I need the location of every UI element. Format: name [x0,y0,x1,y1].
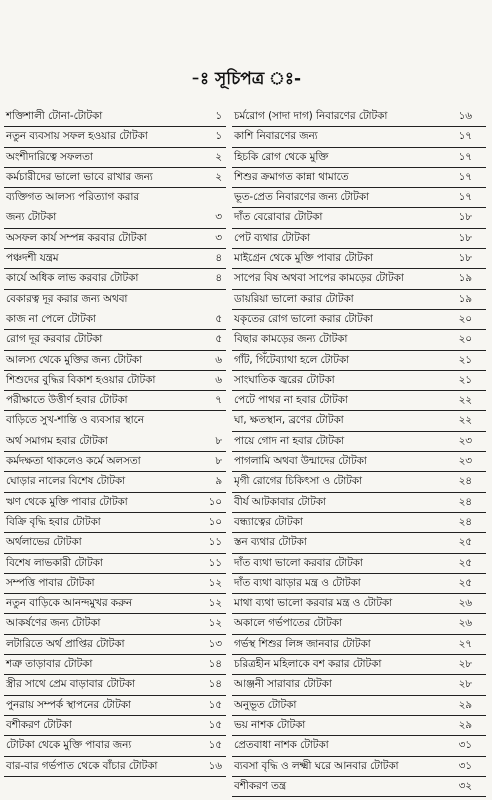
toc-entry-title: কাশি নিবারণের জন্য [234,130,318,143]
toc-entry-page: ১৮ [458,211,472,224]
toc-entry-title: বেকারত্ব দূর করার জন্য অথবা [6,292,128,305]
toc-entry [4,290,226,310]
toc-entry-page: ১৫ [208,718,222,731]
toc-entry-title: অংশীদারিত্বে সফলতা [6,150,93,163]
toc-entry [4,391,226,411]
toc-entry-page: ১৮ [458,231,472,244]
toc-entry [232,696,486,716]
toc-entry-title: শত্রু তাড়াবার টোটকা [6,658,93,671]
toc-entry-page: ১ [215,110,222,122]
toc-entry-title: বন্ধ্যাত্বের টোটকা [234,515,303,528]
toc-entry-page: ২৩ [458,455,472,468]
toc-entry-page: ১৬ [458,110,472,122]
toc-entry [232,188,486,208]
toc-entry [232,168,486,188]
toc-entry [232,472,486,492]
toc-entry-page: ২৭ [458,637,472,650]
toc-entry-page: ৩১ [458,739,472,752]
toc-entry-page: ৬ [215,353,222,366]
toc-entry [232,757,486,777]
toc-entry-title: পরীক্ষাতে উত্তীর্ণ হবার টোটকা [6,394,128,407]
toc-entry-page: ২৬ [458,617,472,630]
toc-entry-title: পেটে পাথর না হবার টোটকা [234,394,348,407]
toc-entry-page: ৩২ [458,779,472,792]
toc-entry-page: ১৫ [208,698,222,711]
toc-entry-title: সাপের বিষ অথবা সাপের কামড়ের টোটকা [234,272,404,285]
toc-entry-title: স্তন ব্যথার টোটকা [234,536,307,549]
toc-entry [232,655,486,675]
toc-entry [232,635,486,655]
toc-entry-page: ১১ [208,536,222,549]
toc-entry-title: অসফল কার্য সম্পন্ন করবার টোটকা [6,231,147,244]
toc-entry-title: দাঁত বেরোবার টোটকা [234,211,323,224]
toc-entry [232,432,486,452]
toc-entry-page: ৪ [215,252,222,265]
toc-entry-title: সম্পত্তি পাবার টোটকা [6,576,95,589]
toc-entry-title: ঘা, ক্ষতস্থান, ব্রণের টোটকা [234,414,344,427]
toc-entry-page: ২৫ [458,556,472,569]
toc-entry-page: ৩ [215,211,222,224]
toc-entry-page: ১১ [208,556,222,569]
toc-entry-page: ২ [215,170,222,183]
toc-entry-title: আলস্য থেকে মুক্তির জন্য টোটকা [6,353,142,366]
toc-entry-page: ২২ [458,414,472,427]
toc-entry [4,614,226,634]
toc-entry-title: বার-বার গর্ভপাত থেকে বাঁচার টোটকা [6,759,158,772]
toc-entry [4,574,226,594]
toc-entry-page: ২৯ [458,698,472,711]
toc-entry-title: মাথা ব্যথা ভালো করবার মন্ত্র ও টোটকা [234,597,393,610]
toc-entry [232,777,486,797]
toc-entry-page: ১৬ [208,759,222,772]
toc-entry [4,208,226,228]
toc-entry-title: পঞ্চদশী যন্ত্রম [6,252,59,265]
toc-entry-title: শিশুর ক্রমাগত কান্না থামাতে [234,170,349,183]
toc-entry-title: অকালে গর্ভপাতের টোটকা [234,617,342,630]
toc-entry-page: ১৭ [458,191,472,204]
toc-entry-title: বিক্রি বৃদ্ধি হবার টোটকা [6,515,101,528]
toc-entry [232,371,486,391]
toc-entry [232,148,486,168]
toc-entry-title: বিশেষ লাভকারী টোটকা [6,556,103,569]
toc-entry-page: ১০ [208,495,222,508]
toc-entry-page: ৩১ [458,759,472,772]
toc-entry-title: শিশুদের বুদ্ধির বিকাশ হওয়ার টোটকা [6,373,156,386]
toc-entry-page: ২০ [458,312,472,325]
toc-entry-title: পুনরায় সম্পর্ক স্থাপনের টোটকা [6,698,131,711]
toc-entry-page: ৪ [215,272,222,285]
toc-entry [232,310,486,330]
toc-entry-page: ১৮ [458,252,472,265]
toc-entry-page: ২২ [458,394,472,407]
toc-entry-title: অনুভূত টোটকা [234,698,297,711]
toc-entry [4,554,226,574]
toc-entry [4,249,226,269]
toc-entry-title: গাঁট, গিঁটেব্যাথা হলে টোটকা [234,353,350,366]
toc-entry [232,269,486,289]
toc-entry-title: দাঁত ব্যথা ঝাড়ার মন্ত্র ও টোটকা [234,576,361,589]
toc-entry [4,655,226,675]
toc-entry-page: ১৫ [208,739,222,752]
toc-entry [4,675,226,695]
toc-entry [4,452,226,472]
toc-entry [4,635,226,655]
toc-entry [4,269,226,289]
toc-entry-title: কাজ না পেলে টোটকা [6,312,96,325]
toc-entry-page: ৯ [215,475,222,488]
toc-entry [232,351,486,371]
toc-entry [232,411,486,431]
toc-left-column [4,107,226,777]
toc-entry [4,310,226,330]
toc-entry [232,594,486,614]
toc-entry [4,168,226,188]
toc-entry-title: পায়ে গোদ না হবার টোটকা [234,434,345,447]
toc-entry [232,554,486,574]
toc-entry [4,330,226,350]
toc-entry [4,107,226,127]
toc-entry-page: ১৯ [458,292,472,305]
toc-entry [4,736,226,756]
toc-entry [4,432,226,452]
toc-entry [232,716,486,736]
toc-entry-title: বাড়িতে সুখ-শান্তি ও ব্যবসার স্থানে [6,414,144,427]
toc-entry-page: ২০ [458,333,472,346]
toc-entry [4,229,226,249]
toc-entry-title: পাগলামি অথবা উন্মাদের টোটকা [234,455,367,468]
toc-entry-page: ৬ [215,373,222,386]
toc-entry-page: ২১ [458,353,472,366]
toc-entry-title: কর্মদক্ষতা থাকলেও কর্মে অলসতা [6,455,141,468]
toc-entry [4,493,226,513]
toc-entry [4,127,226,147]
toc-entry-page: ১৩ [208,637,222,650]
toc-entry [4,533,226,553]
toc-entry-title: ব্যক্তিগত আলস্য পরিত্যাগ করার [6,191,139,204]
toc-entry-title: হিচকি রোগ থেকে মুক্তি [234,150,329,163]
toc-entry-title: পেট ব্যথার টোটকা [234,231,310,244]
toc-entry [4,716,226,736]
toc-entry [232,229,486,249]
toc-right-column [232,107,486,797]
toc-entry-title: ভয় নাশক টোটকা [234,718,306,731]
toc-entry-page: ৫ [215,312,222,325]
toc-entry-page: ১৪ [208,678,222,691]
toc-entry-title: যকৃতের রোগ ভালো করার টোটকা [234,312,373,325]
toc-entry-page: ৭ [215,394,222,407]
toc-entry [4,371,226,391]
toc-entry [4,513,226,533]
toc-entry [4,411,226,431]
toc-entry [232,127,486,147]
toc-entry-title: গর্ভস্থ শিশুর লিঙ্গ জানবার টোটকা [234,637,371,650]
toc-entry-page: ২৪ [458,515,472,528]
toc-entry-page: ২৯ [458,718,472,731]
toc-entry-title: প্রেতবাধা নাশক টোটকা [234,739,329,752]
toc-entry-title: মাইগ্রেন থেকে মুক্তি পাবার টোটকা [234,252,373,265]
toc-entry [4,351,226,371]
toc-entry-page: ১৪ [208,658,222,671]
toc-entry-title: কর্মচারীদের ভালো ভাবে রাখার জন্য [6,170,153,183]
toc-entry-title: বিছার কামড়ের জন্য টোটকা [234,333,348,346]
toc-entry [232,736,486,756]
toc-entry-page: ২১ [458,373,472,386]
toc-entry-page: ৫ [215,333,222,346]
toc-entry-title: সাংঘাতিক জ্বরের টোটকা [234,373,335,386]
toc-entry-page: ১০ [208,515,222,528]
toc-entry-page: ২৩ [458,434,472,447]
toc-entry-page: ১২ [208,597,222,610]
toc-entry-title: মৃগী রোগের চিকিৎসা ও টোটকা [234,475,362,488]
toc-entry-title: আঞ্জনী সারাবার টোটকা [234,678,332,691]
toc-entry [4,757,226,777]
toc-entry-page: ২৪ [458,495,472,508]
toc-title: -ঃ সূচিপত্র ঃ- [190,69,302,89]
toc-entry-title: অর্থ সমাগম হবার টোটকা [6,434,108,447]
toc-entry-title: ঘোড়ার নালের বিশেষ টোটকা [6,475,126,488]
toc-entry [232,290,486,310]
toc-entry-title: ব্যবসা বৃদ্ধি ও লক্ষ্মী ঘরে আনবার টোটকা [234,759,399,772]
toc-entry [4,148,226,168]
toc-entry [232,533,486,553]
toc-entry-title: রোগ দূর করবার টোটকা [6,333,103,346]
toc-entry-title: চরিত্রহীন মহিলাকে বশ করার টোটকা [234,658,382,671]
toc-entry-title: ঋণ থেকে মুক্তি পাবার টোটকা [6,495,128,508]
toc-entry-page: ২৮ [458,658,472,671]
toc-entry-title: বশীকরণ তন্ত্র [234,779,287,792]
toc-entry-page: ১৭ [458,170,472,183]
toc-entry-page: ৮ [215,434,222,447]
toc-entry [4,696,226,716]
toc-entry-title: আকর্ষণের জন্য টোটকা [6,617,101,630]
toc-entry [232,675,486,695]
toc-entry-title: অর্থলাভের টোটকা [6,536,82,549]
toc-entry-title: নতুন বাড়িকে আনন্দমুখর করুন [6,597,133,610]
toc-entry-page: ১৭ [458,150,472,163]
toc-entry-page: ১ [215,130,222,143]
toc-entry [4,188,226,208]
toc-entry-page: ২৫ [458,576,472,589]
toc-entry-title: জন্য টোটকা [6,211,57,224]
toc-entry [232,107,486,127]
toc-entry-title: ডায়রিয়া ভালো করার টোটকা [234,292,354,305]
toc-entry-page: ১৭ [458,130,472,143]
toc-entry-title: দাঁত ব্যথা ভালো করবার টোটকা [234,556,363,569]
toc-entry-title: ভূত-প্রেত নিবারণের জন্য টোটকা [234,191,369,204]
toc-entry-page: ৩ [215,231,222,244]
toc-entry [232,391,486,411]
toc-entry [4,594,226,614]
toc-entry [232,574,486,594]
toc-entry [232,208,486,228]
toc-entry-title: টোটকা থেকে মুক্তি পাবার জন্য [6,739,132,752]
toc-entry-title: নতুন ব্যবসায় সফল হওয়ার টোটকা [6,130,148,143]
toc-entry-title: চর্মরোগ (সাদা দাগ) নিবারণের টোটকা [234,110,388,122]
toc-entry-title: বশীকরণ টোটকা [6,718,72,731]
toc-entry-page: ১৯ [458,272,472,285]
toc-entry-title: শক্তিশালী টোনা-টোটকা [6,110,103,122]
toc-entry [232,614,486,634]
toc-entry [232,452,486,472]
toc-entry [232,493,486,513]
toc-entry [232,513,486,533]
toc-entry-page: ১২ [208,576,222,589]
toc-entry-page: ২৫ [458,536,472,549]
toc-entry [232,249,486,269]
toc-entry-title: বীর্য আটকাবার টোটকা [234,495,326,508]
toc-entry-page: ২৬ [458,597,472,610]
toc-entry-page: ১২ [208,617,222,630]
toc-entry-title: কার্যে অধিক লাভ করবার টোটকা [6,272,139,285]
toc-entry [4,472,226,492]
toc-entry-title: স্ত্রীর সাথে প্রেম বাড়াবার টোটকা [6,678,135,691]
toc-entry-page: ২৮ [458,678,472,691]
toc-entry [232,330,486,350]
toc-entry-title: লটারিতে অর্থ প্রাপ্তির টোটকা [6,637,125,650]
toc-entry-page: ২ [215,150,222,163]
toc-entry-page: ৮ [215,455,222,468]
toc-entry-page: ২৪ [458,475,472,488]
